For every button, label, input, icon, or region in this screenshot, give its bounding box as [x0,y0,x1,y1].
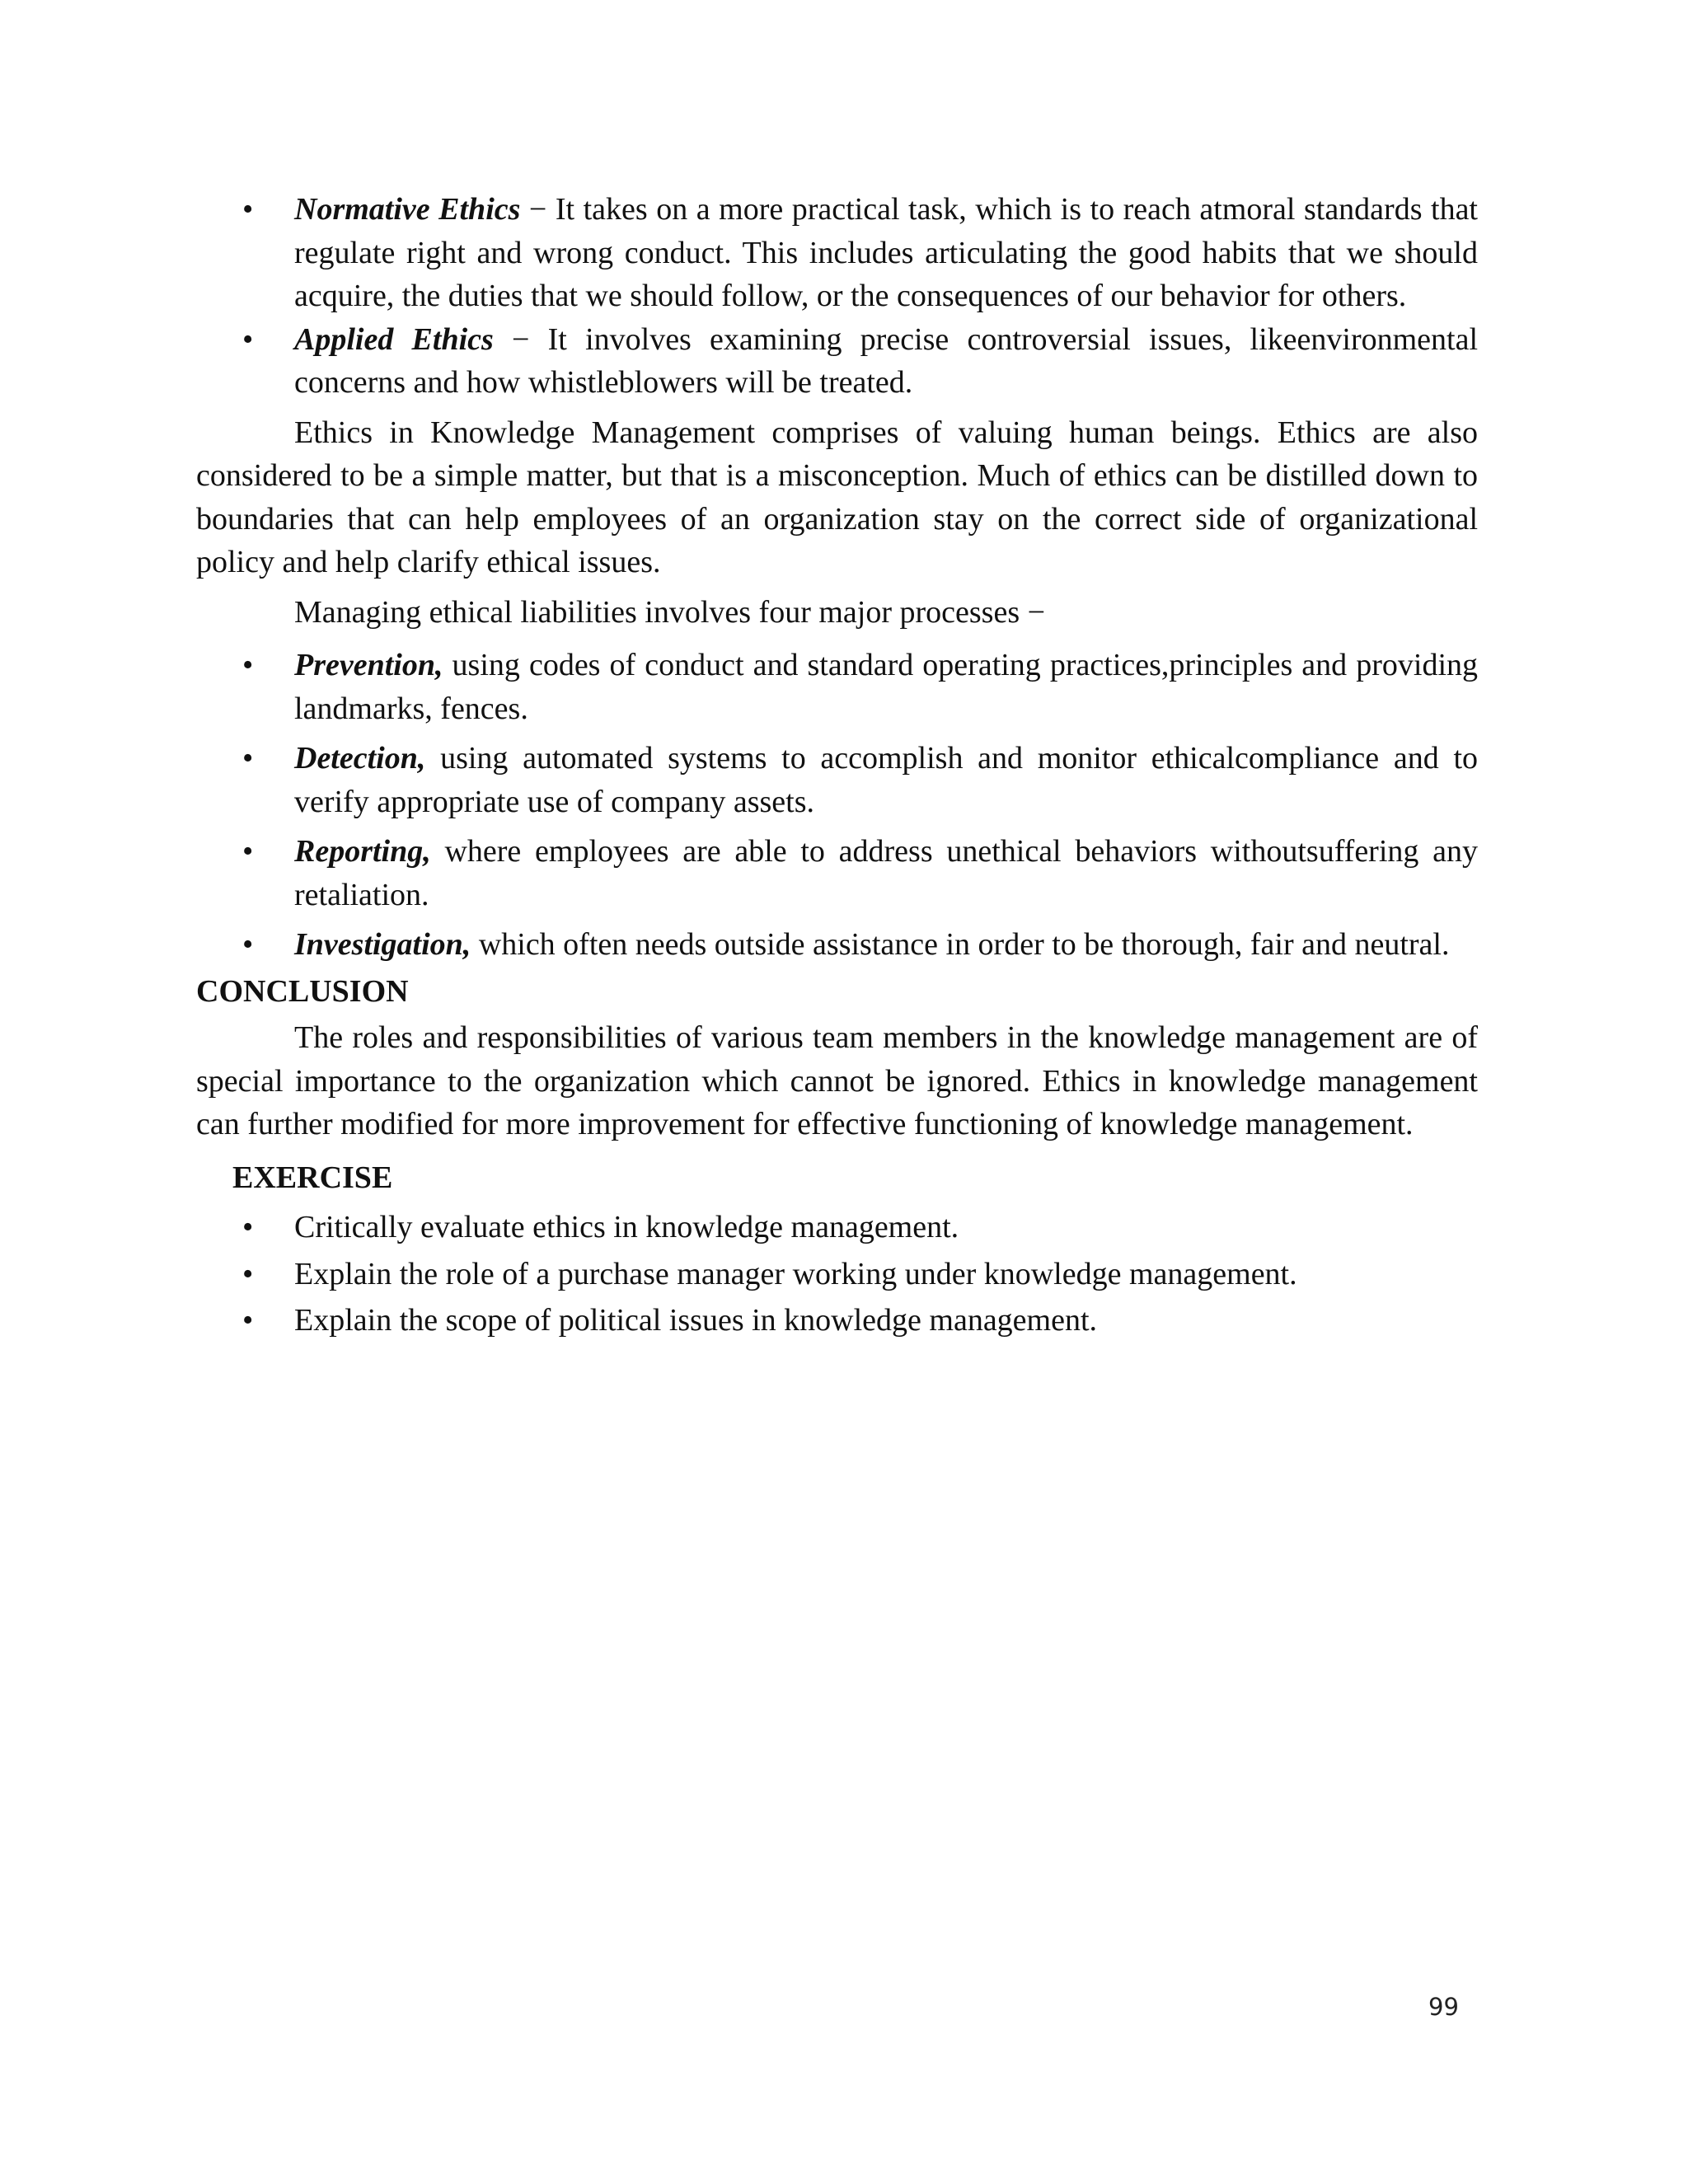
dash-separator: − [493,321,548,357]
item-text: Explain the role of a purchase manager working under knowledge management. [294,1256,1297,1291]
bullet-icon: • [242,741,254,776]
bullet-icon: • [242,927,254,962]
term-label: Applied Ethics [294,321,494,357]
conclusion-paragraph: The roles and responsibilities of various team members in the knowledge management are of special importance to the organization which cannot be ignored. Ethics in knowledge management can further modified for more improvement for effective functioning of knowledge management. [196,1020,1478,1141]
term-label: Detection, [294,741,426,776]
bullet-icon: • [242,1256,254,1291]
list-item-applied-ethics [196,318,1478,405]
list-item-detection [196,737,1478,823]
conclusion-heading: CONCLUSION [196,973,409,1009]
term-label: Normative Ethics [294,192,521,227]
item-text: using codes of conduct and standard operating practices,principles and providing landmarks, fences. [294,648,1478,726]
bullet-icon: • [242,192,254,227]
item-text: It takes on a more practical task, which is to reach atmoral standards that regulate right and wrong conduct. This includes articulating the good habits that we should acquire, the duties that we should follow, or the consequences of our behavior for others. [294,192,1478,313]
term-label: Reporting, [294,834,431,869]
term-label: Prevention, [294,648,443,682]
list-item-exercise [196,1299,1478,1343]
item-text: where employees are able to address unethical behaviors withoutsuffering any retaliation. [294,834,1478,912]
list-item-exercise [196,1206,1478,1249]
item-text: It involves examining precise controversial issues, likeenvironmental concerns and how whistleblowers will be treated. [294,321,1479,400]
bullet-icon: • [242,321,254,357]
processes-intro: Managing ethical liabilities involves four major processes − [294,594,1046,630]
list-item-exercise [196,1253,1478,1296]
bullet-icon: • [242,834,254,869]
dash-separator: − [520,192,556,227]
exercise-heading: EXERCISE [232,1160,393,1195]
bullet-icon: • [242,1210,254,1244]
list-item-prevention [196,644,1478,730]
ethics-paragraph: Ethics in Knowledge Management comprises of valuing human beings. Ethics are also considered to be a simple matter, but that is a misconception. Much of ethics can be distilled down to boundaries that can help employees of an organization stay on the correct side of organizational policy and help clarify ethical issues. [196,415,1478,579]
list-item-normative-ethics [196,188,1478,318]
bullet-icon: • [242,648,254,682]
item-text: using automated systems to accomplish and monitor ethicalcompliance and to verify appropriate use of company assets. [294,741,1478,819]
page-number: 99 [1428,1993,1459,2021]
item-text: Explain the scope of political issues in knowledge management. [294,1303,1098,1338]
processes-list [196,644,1478,967]
exercise-list [196,1206,1478,1343]
term-label: Investigation, [294,927,471,962]
bullet-icon: • [242,1303,254,1338]
list-item-investigation [196,923,1478,967]
ethics-types-list [196,188,1478,405]
page-content [196,188,1478,1344]
item-text: which often needs outside assistance in order to be thorough, fair and neutral. [471,927,1450,962]
item-text: Critically evaluate ethics in knowledge management. [294,1210,959,1244]
list-item-reporting [196,830,1478,916]
